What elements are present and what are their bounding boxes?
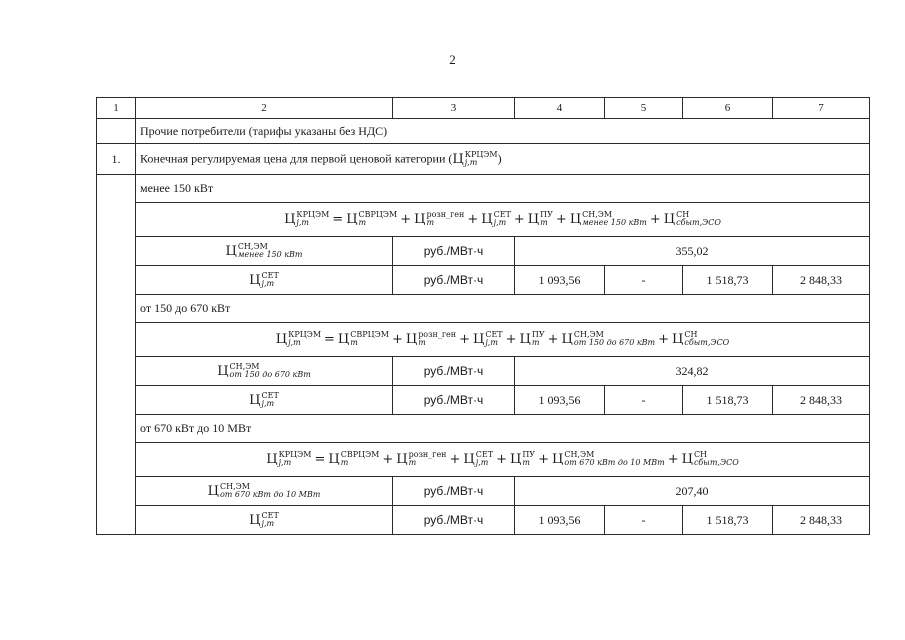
symbol-base: Ц: [519, 331, 531, 347]
formula-operator: +: [538, 451, 549, 467]
symbol-base: Ц: [481, 211, 493, 227]
symbol-indices: [540, 211, 553, 227]
symbol-indices: [676, 211, 721, 227]
symbol-indices: [564, 451, 664, 467]
symbol-base: Ц: [452, 151, 464, 167]
symbol-base: Ц: [328, 451, 340, 467]
symbol-sup: СЕТ: [261, 511, 279, 520]
symbol-indices: [288, 331, 321, 347]
tariff-table: [96, 97, 870, 535]
section-title: Прочие потребители (тарифы указаны без НДС): [136, 119, 870, 144]
symbol-sub: j,m: [288, 338, 301, 348]
formula: [136, 203, 870, 237]
merged-value-cell: 324,82: [515, 357, 870, 386]
symbol-sup: СН,ЭМ: [573, 330, 604, 340]
symbol-sub: j,m: [493, 218, 507, 228]
item-title-close: ): [497, 151, 502, 166]
symbol-base: Ц: [561, 331, 573, 347]
formula-operator: +: [667, 451, 679, 467]
symbol-sub: m: [531, 338, 540, 348]
symbol-base: Ц: [249, 272, 261, 288]
symbol-sub: j,m: [485, 338, 498, 348]
symbol-indices: [359, 211, 398, 227]
symbol-sub: j,m: [261, 279, 275, 288]
symbol-base: Ц: [663, 211, 676, 227]
symbol-base: Ц: [569, 211, 582, 227]
formula-operator: +: [496, 451, 507, 467]
symbol-base: Ц: [396, 451, 408, 467]
symbol-sub: m: [358, 218, 367, 228]
symbol-sup: КРЦЭМ: [288, 330, 322, 340]
formula-operator: +: [658, 331, 670, 347]
math-symbol: [396, 452, 446, 467]
band-title-row: [97, 295, 870, 323]
formula-operator: +: [547, 331, 559, 347]
formula-operator: +: [391, 331, 403, 347]
symbol-base: Ц: [337, 331, 350, 347]
item-title: [136, 144, 870, 175]
symbol-sub: m: [340, 458, 349, 468]
symbol-sup: СЕТ: [485, 330, 503, 340]
symbol-sub: j,m: [278, 458, 292, 468]
symbol-sup: СН: [684, 330, 698, 340]
formula-operator: +: [649, 211, 661, 227]
symbol-sub: от 670 кВт до 10 МВт: [564, 458, 665, 468]
symbol-indices: [485, 331, 502, 347]
formula: [136, 323, 870, 357]
math-symbol: [414, 212, 464, 227]
unit-cell: руб./МВт·ч: [393, 266, 515, 295]
symbol-indices: [684, 331, 729, 347]
symbol-sup: СВРЦЭМ: [350, 330, 389, 340]
symbol-sub: m: [522, 458, 530, 468]
unit-cell: руб./МВт·ч: [393, 477, 515, 506]
symbol-cell: [136, 237, 393, 266]
symbol-sup: ПУ: [531, 330, 545, 340]
formula-operator: =: [332, 211, 344, 227]
symbol-sub: m: [418, 338, 426, 348]
symbol-base: Ц: [509, 451, 522, 467]
column-number: 7: [773, 98, 870, 119]
item-title-text: Конечная регулируемая цена для первой ценовой категории (: [140, 151, 453, 166]
formula-operator: +: [513, 211, 525, 227]
formula-row: [97, 443, 870, 477]
symbol-sup: СН: [676, 210, 690, 220]
symbol-cell: [136, 357, 393, 386]
symbol-base: Ц: [207, 483, 219, 499]
math-symbol: [682, 452, 739, 467]
math-symbol: [570, 212, 647, 227]
value-cell: 1 093,56: [515, 266, 605, 295]
formula-expression: [284, 212, 721, 227]
formula-row: [97, 323, 870, 357]
symbol-sub: j,m: [261, 399, 275, 408]
symbol-indices: [296, 211, 329, 227]
formula-operator: +: [400, 211, 412, 227]
unit-cell: руб./МВт·ч: [393, 386, 515, 415]
symbol-sup: СН,ЭМ: [237, 242, 268, 251]
math-symbol: [520, 332, 545, 347]
value-cell: 1 093,56: [515, 386, 605, 415]
value-cell: -: [605, 266, 683, 295]
symbol-base: Ц: [217, 363, 229, 379]
value-cell: 2 848,33: [773, 266, 870, 295]
math-symbol: [249, 393, 279, 408]
symbol-indices: [426, 211, 464, 227]
symbol-indices: [262, 392, 279, 408]
symbol-sup: СН,ЭМ: [229, 362, 260, 371]
symbol-indices: [532, 331, 545, 347]
symbol-base: Ц: [472, 331, 485, 347]
symbol-indices: [220, 483, 320, 499]
symbol-base: Ц: [405, 331, 418, 347]
item-number: 1.: [97, 144, 136, 175]
formula-expression: [266, 452, 739, 467]
math-symbol: [217, 364, 311, 379]
value-cell: 2 848,33: [773, 386, 870, 415]
math-symbol: [406, 332, 456, 347]
merged-value-cell: 355,02: [515, 237, 870, 266]
symbol-cell: [136, 506, 393, 535]
symbol-base: Ц: [551, 451, 564, 467]
symbol-sup: ПУ: [522, 450, 536, 460]
symbol-base: Ц: [249, 392, 261, 408]
value-cell: 1 093,56: [515, 506, 605, 535]
symbol-indices: [582, 211, 647, 227]
value-cell: -: [605, 386, 683, 415]
symbol-sub: сбыт,ЭСО: [676, 218, 721, 228]
symbol-sup: СЕТ: [261, 271, 279, 280]
symbol-indices: [465, 151, 498, 167]
value-cell: 1 518,73: [683, 506, 773, 535]
symbol-sub: сбыт,ЭСО: [684, 338, 730, 348]
math-symbol: [249, 513, 279, 528]
band-title: от 150 до 670 кВт: [136, 295, 870, 323]
band-title-row: [97, 415, 870, 443]
unit-cell: руб./МВт·ч: [393, 506, 515, 535]
merged-value-cell: 207,40: [515, 477, 870, 506]
symbol-indices: [694, 451, 739, 467]
math-symbol: [481, 212, 511, 227]
column-number: 6: [683, 98, 773, 119]
symbol-sub: m: [408, 458, 417, 468]
symbol-sub: j,m: [464, 158, 478, 167]
math-symbol: [562, 332, 656, 347]
column-number: 2: [136, 98, 393, 119]
symbol-sup: СВРЦЭМ: [358, 210, 398, 220]
band-title: от 670 кВт до 10 МВт: [136, 415, 870, 443]
symbol-sup: розн_ген: [418, 330, 457, 340]
symbol-sub: менее 150 кВт: [582, 218, 647, 228]
symbol-sub: от 150 до 670 кВт: [573, 338, 656, 348]
symbol-base: Ц: [275, 331, 288, 347]
page-number: 2: [449, 52, 456, 67]
column-number: 4: [515, 98, 605, 119]
table-body: [97, 98, 870, 535]
symbol-cell: [136, 477, 393, 506]
column-number: 1: [97, 98, 136, 119]
formula-operator: +: [459, 331, 470, 347]
math-symbol: [276, 332, 321, 347]
formula-operator: =: [314, 451, 326, 467]
math-symbol: [528, 212, 553, 227]
symbol-base: Ц: [672, 331, 684, 347]
symbol-sub: m: [426, 218, 435, 228]
symbol-sup: СЕТ: [493, 210, 511, 220]
math-symbol: [346, 212, 397, 227]
value-cell: 2 848,33: [773, 506, 870, 535]
symbol-sub: j,m: [296, 218, 310, 228]
column-number-row: [97, 98, 870, 119]
symbol-base: Ц: [527, 211, 540, 227]
symbol-sub: от 670 кВт до 10 МВт: [219, 490, 321, 499]
math-symbol: [249, 273, 279, 288]
symbol-sub: j,m: [261, 519, 275, 528]
section-row: [97, 119, 870, 144]
symbol-sub: m: [540, 218, 548, 228]
symbol-indices: [409, 451, 447, 467]
formula-operator: +: [505, 331, 517, 347]
value-cell: -: [605, 506, 683, 535]
symbol-base: Ц: [463, 451, 475, 467]
math-symbol: [463, 452, 493, 467]
value-cell: 1 518,73: [683, 266, 773, 295]
formula-operator: +: [382, 451, 394, 467]
band-title-row: [97, 175, 870, 203]
symbol-sub: менее 150 кВт: [237, 250, 303, 259]
symbol-indices: [494, 211, 511, 227]
value-row: [97, 506, 870, 535]
symbol-base: Ц: [284, 211, 296, 227]
math-symbol: [473, 332, 503, 347]
empty-cell: [97, 119, 136, 144]
symbol-sup: КРЦЭМ: [278, 450, 312, 460]
symbol-indices: [279, 451, 312, 467]
formula-row: [97, 203, 870, 237]
symbol-sup: КРЦЭМ: [464, 150, 498, 159]
symbol-sup: СЕТ: [475, 450, 494, 460]
formula-operator: +: [449, 451, 461, 467]
symbol-indices: [238, 243, 303, 259]
math-symbol: [208, 484, 321, 499]
column-number: 3: [393, 98, 515, 119]
symbol-base: Ц: [681, 451, 693, 467]
unit-cell: руб./МВт·ч: [393, 237, 515, 266]
symbol-indices: [574, 331, 655, 347]
symbol-indices: [522, 451, 535, 467]
symbol-sup: ПУ: [540, 210, 553, 220]
symbol-sup: КРЦЭМ: [296, 210, 330, 220]
value-row: [97, 237, 870, 266]
symbol-indices: [341, 451, 380, 467]
symbol-sup: СН: [693, 450, 708, 460]
math-symbol: [664, 212, 721, 227]
formula-operator: +: [555, 211, 567, 227]
symbol-sup: розн_ген: [426, 210, 465, 220]
math-symbol: [338, 332, 389, 347]
formula: [136, 443, 870, 477]
symbol-base: Ц: [249, 512, 261, 528]
value-cell: 1 518,73: [683, 386, 773, 415]
math-symbol: [225, 244, 302, 259]
symbol-indices: [262, 272, 279, 288]
formula-expression: [276, 332, 729, 347]
symbol-indices: [418, 331, 456, 347]
math-symbol: [266, 452, 311, 467]
symbol-sup: СЕТ: [261, 391, 279, 400]
symbol-sub: сбыт,ЭСО: [693, 458, 739, 468]
symbol-cell: [136, 386, 393, 415]
empty-cell: [97, 175, 136, 535]
symbol-sup: СН,ЭМ: [219, 482, 250, 491]
math-symbol: [672, 332, 729, 347]
symbol-cell: [136, 266, 393, 295]
formula-operator: =: [324, 331, 335, 347]
value-row: [97, 357, 870, 386]
symbol-sub: от 150 до 670 кВт: [229, 370, 311, 379]
unit-cell: руб./МВт·ч: [393, 357, 515, 386]
symbol-indices: [230, 363, 311, 379]
symbol-sup: СН,ЭМ: [582, 210, 613, 220]
symbol-base: Ц: [225, 243, 237, 259]
value-row: [97, 386, 870, 415]
math-symbol: [328, 452, 379, 467]
symbol-base: Ц: [414, 211, 426, 227]
symbol-indices: [476, 451, 493, 467]
symbol-sup: СН,ЭМ: [564, 450, 595, 460]
value-row: [97, 477, 870, 506]
symbol-base: Ц: [346, 211, 358, 227]
symbol-sup: СВРЦЭМ: [340, 450, 380, 460]
symbol-base: Ц: [266, 451, 278, 467]
value-row: [97, 266, 870, 295]
column-number: 5: [605, 98, 683, 119]
symbol-indices: [350, 331, 389, 347]
item-symbol: [452, 152, 497, 167]
math-symbol: [552, 452, 665, 467]
symbol-sub: j,m: [475, 458, 489, 468]
formula-operator: +: [467, 211, 479, 227]
band-title: менее 150 кВт: [136, 175, 870, 203]
item-row: [97, 144, 870, 175]
symbol-sup: розн_ген: [408, 450, 447, 460]
math-symbol: [510, 452, 535, 467]
symbol-sub: m: [350, 338, 358, 348]
symbol-indices: [262, 512, 279, 528]
math-symbol: [284, 212, 329, 227]
